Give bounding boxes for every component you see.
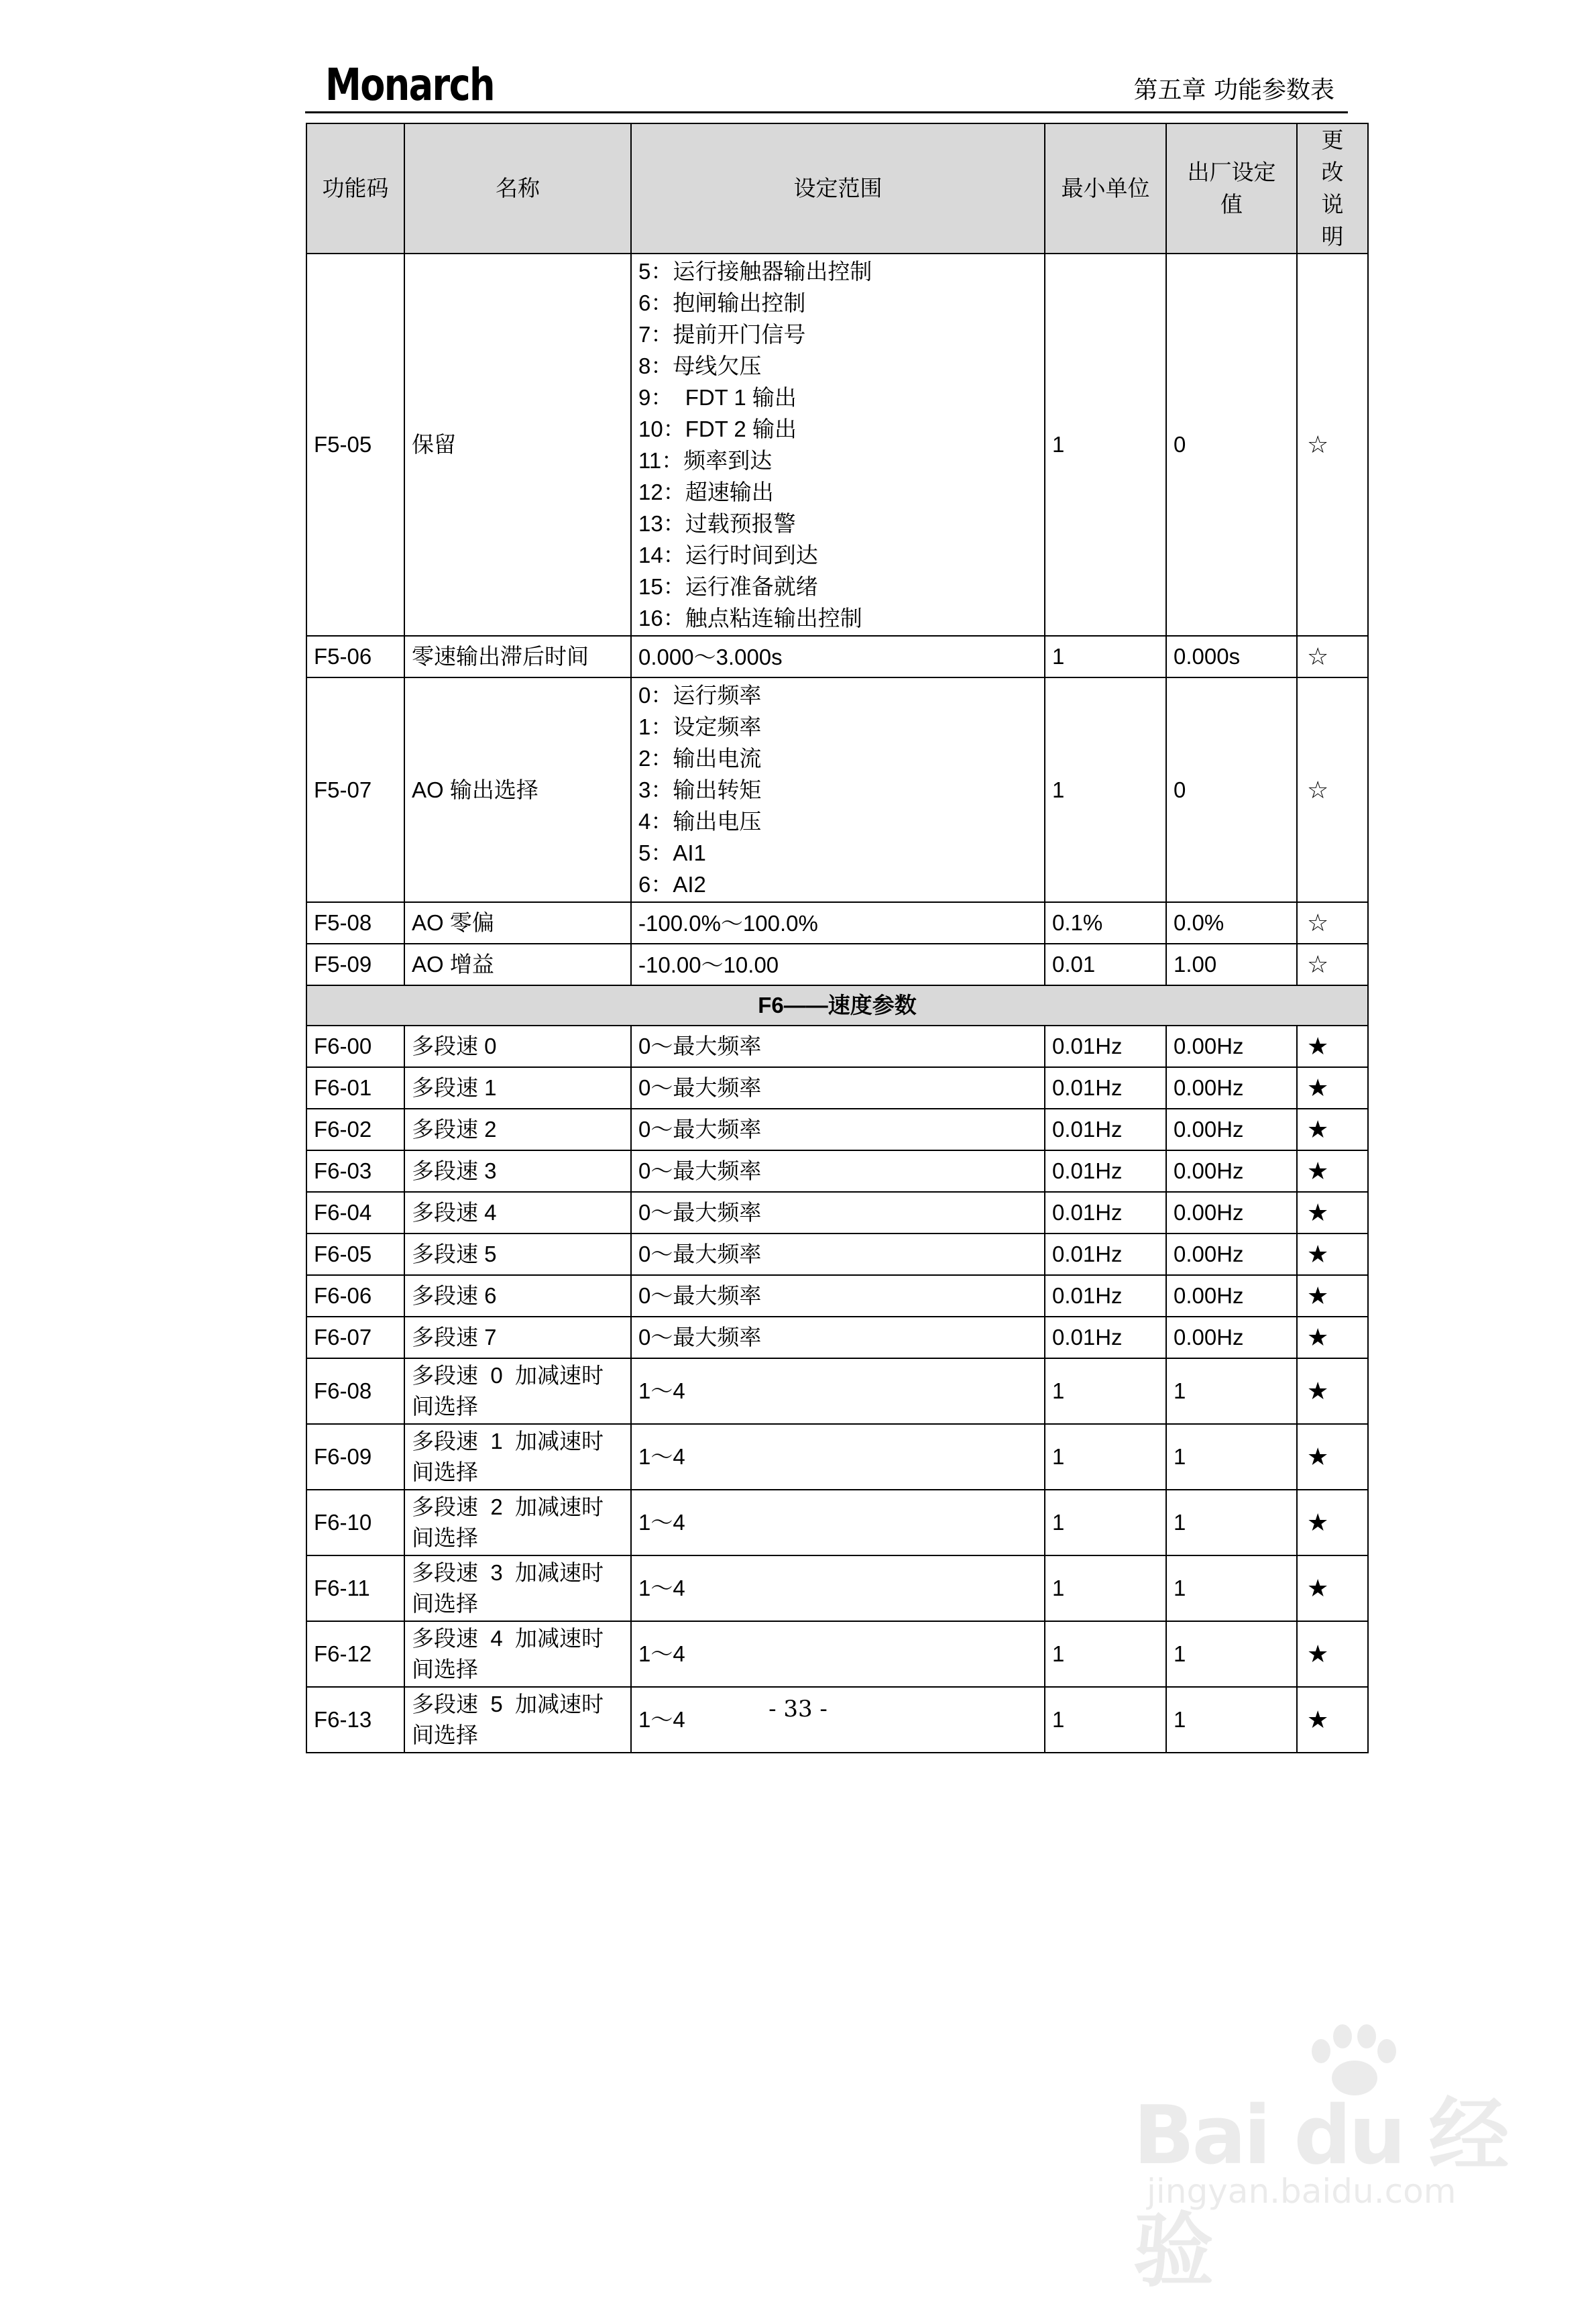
param-code: F6-00	[306, 1026, 404, 1067]
range-option: 5：AI1	[638, 840, 706, 865]
section-title: F6——速度参数	[306, 985, 1368, 1026]
range-option: 16：触点粘连输出控制	[638, 606, 862, 631]
range-option: 1：设定频率	[638, 714, 762, 739]
param-name: 多段速 4	[404, 1192, 631, 1234]
param-name: AO 增益	[404, 944, 631, 985]
table-row	[306, 1358, 1368, 1424]
param-code: F5-05	[306, 254, 404, 636]
param-code: F6-02	[306, 1109, 404, 1150]
column-header: 功能码	[306, 123, 404, 254]
table-row	[306, 677, 1368, 902]
param-default: 0.0%	[1166, 902, 1297, 944]
param-name: AO 输出选择	[404, 677, 631, 902]
change-mark: ☆	[1297, 902, 1368, 944]
param-default: 1	[1166, 1621, 1297, 1687]
param-code: F6-07	[306, 1317, 404, 1358]
table-row	[306, 902, 1368, 944]
param-default: 0.00Hz	[1166, 1234, 1297, 1275]
param-code: F5-08	[306, 902, 404, 944]
range-option: 2：输出电流	[638, 746, 762, 771]
page-header	[305, 56, 1348, 113]
column-header-text: 出厂设定值	[1187, 160, 1276, 217]
param-default: 1	[1166, 1490, 1297, 1555]
param-range	[631, 636, 1045, 677]
table-row	[306, 1317, 1368, 1358]
change-mark: ★	[1297, 1026, 1368, 1067]
change-mark: ★	[1297, 1424, 1368, 1490]
change-mark: ★	[1297, 1687, 1368, 1753]
param-name: 多段速 2 加减速时间选择	[404, 1490, 631, 1555]
param-unit: 0.01Hz	[1045, 1026, 1166, 1067]
range-option: 8：母线欠压	[638, 353, 762, 378]
param-range: 0～最大频率	[631, 1026, 1045, 1067]
chapter-title: 第五章 功能参数表	[1133, 76, 1334, 104]
param-default: 0.00Hz	[1166, 1067, 1297, 1109]
param-unit: 1	[1045, 636, 1166, 677]
param-range: 0～最大频率	[631, 1150, 1045, 1192]
param-code: F5-07	[306, 677, 404, 902]
change-mark: ★	[1297, 1490, 1368, 1555]
range-option: 4：输出电压	[638, 809, 762, 834]
change-mark: ★	[1297, 1358, 1368, 1424]
param-default: 1	[1166, 1555, 1297, 1621]
change-mark: ★	[1297, 1621, 1368, 1687]
param-range: 1～4	[631, 1621, 1045, 1687]
param-name: 多段速 5 加减速时间选择	[404, 1687, 631, 1753]
param-unit: 0.1%	[1045, 902, 1166, 944]
change-mark: ☆	[1297, 254, 1368, 636]
param-unit: 1	[1045, 1490, 1166, 1555]
watermark-brand: Bai du 经验	[1133, 2089, 1507, 2298]
param-range: 0～最大频率	[631, 1275, 1045, 1317]
param-code: F5-06	[306, 636, 404, 677]
range-option: 12：超速输出	[638, 480, 774, 504]
param-name: AO 零偏	[404, 902, 631, 944]
param-default: 1	[1166, 1358, 1297, 1424]
range-option: 3：输出转矩	[638, 777, 762, 802]
monarch-logo: Monarch	[325, 59, 494, 111]
param-range: 0～最大频率	[631, 1067, 1045, 1109]
param-name: 多段速 4 加减速时间选择	[404, 1621, 631, 1687]
range-option: 14：运行时间到达	[638, 543, 818, 567]
range-option: 6：抱闸输出控制	[638, 290, 806, 315]
range-option: 11：频率到达	[638, 448, 773, 473]
range-option: 5：运行接触器输出控制	[638, 259, 872, 284]
param-name: 多段速 0 加减速时间选择	[404, 1358, 631, 1424]
column-header-text: 更改说明	[1321, 127, 1344, 249]
table-row	[306, 1026, 1368, 1067]
param-unit: 1	[1045, 1358, 1166, 1424]
table-row	[306, 1424, 1368, 1490]
param-name: 多段速 1 加减速时间选择	[404, 1424, 631, 1490]
table-row	[306, 1490, 1368, 1555]
table-header-row	[306, 123, 1368, 254]
change-mark: ★	[1297, 1234, 1368, 1275]
column-header	[1166, 123, 1297, 254]
param-unit: 0.01Hz	[1045, 1234, 1166, 1275]
param-code: F6-12	[306, 1621, 404, 1687]
change-mark: ★	[1297, 1109, 1368, 1150]
param-default: 0.00Hz	[1166, 1109, 1297, 1150]
table-row	[306, 1621, 1368, 1687]
baidu-watermark	[1133, 2024, 1509, 2298]
param-range: 1～4	[631, 1555, 1045, 1621]
param-code: F6-11	[306, 1555, 404, 1621]
param-name: 多段速 6	[404, 1275, 631, 1317]
table-row	[306, 1109, 1368, 1150]
column-header: 设定范围	[631, 123, 1045, 254]
param-default: 0.00Hz	[1166, 1150, 1297, 1192]
param-unit: 0.01Hz	[1045, 1067, 1166, 1109]
param-unit: 1	[1045, 677, 1166, 902]
param-range	[631, 902, 1045, 944]
table-row	[306, 254, 1368, 636]
param-code: F6-06	[306, 1275, 404, 1317]
param-name: 零速输出滞后时间	[404, 636, 631, 677]
param-range: 1～4	[631, 1490, 1045, 1555]
param-code: F6-04	[306, 1192, 404, 1234]
param-code: F6-13	[306, 1687, 404, 1753]
param-default: 0	[1166, 254, 1297, 636]
param-code: F6-10	[306, 1490, 404, 1555]
table-section-f6	[306, 985, 1368, 1026]
param-unit: 1	[1045, 1424, 1166, 1490]
param-unit: 1	[1045, 254, 1166, 636]
param-name: 多段速 3	[404, 1150, 631, 1192]
table-row	[306, 1555, 1368, 1621]
table-row	[306, 1150, 1368, 1192]
parameter-table	[306, 123, 1369, 1753]
param-default: 1	[1166, 1687, 1297, 1753]
column-header: 名称	[404, 123, 631, 254]
param-code: F6-03	[306, 1150, 404, 1192]
range-option: -10.00～10.00	[638, 952, 779, 977]
range-option: 9： FDT 1 输出	[638, 385, 797, 410]
table-row	[306, 1192, 1368, 1234]
param-name: 多段速 3 加减速时间选择	[404, 1555, 631, 1621]
change-mark: ★	[1297, 1555, 1368, 1621]
param-range: 1～4	[631, 1687, 1045, 1753]
table-body-f6	[306, 1026, 1368, 1753]
param-unit: 0.01Hz	[1045, 1109, 1166, 1150]
param-unit: 1	[1045, 1687, 1166, 1753]
range-option: 0.000～3.000s	[638, 644, 783, 669]
range-option: 0：运行频率	[638, 683, 762, 708]
param-unit: 1	[1045, 1621, 1166, 1687]
param-code: F6-09	[306, 1424, 404, 1490]
param-unit: 1	[1045, 1555, 1166, 1621]
param-name: 多段速 1	[404, 1067, 631, 1109]
param-range: 0～最大频率	[631, 1317, 1045, 1358]
change-mark: ★	[1297, 1067, 1368, 1109]
watermark-url: jingyan.baidu.com	[1147, 2172, 1457, 2211]
param-range: 1～4	[631, 1424, 1045, 1490]
param-range	[631, 254, 1045, 636]
param-range: 0～最大频率	[631, 1109, 1045, 1150]
section-row	[306, 985, 1368, 1026]
param-default: 0	[1166, 677, 1297, 902]
change-mark: ★	[1297, 1150, 1368, 1192]
param-range	[631, 677, 1045, 902]
param-name: 多段速 7	[404, 1317, 631, 1358]
param-default: 0.00Hz	[1166, 1192, 1297, 1234]
change-mark: ☆	[1297, 944, 1368, 985]
param-range: 1～4	[631, 1358, 1045, 1424]
param-unit: 0.01Hz	[1045, 1275, 1166, 1317]
range-option: 7：提前开门信号	[638, 322, 806, 347]
table-row	[306, 1275, 1368, 1317]
change-mark: ★	[1297, 1275, 1368, 1317]
param-unit: 0.01Hz	[1045, 1317, 1166, 1358]
table-row	[306, 1067, 1368, 1109]
param-default: 1	[1166, 1424, 1297, 1490]
param-unit: 0.01Hz	[1045, 1150, 1166, 1192]
param-unit: 0.01Hz	[1045, 1192, 1166, 1234]
param-default: 0.00Hz	[1166, 1026, 1297, 1067]
change-mark: ☆	[1297, 636, 1368, 677]
table-row	[306, 944, 1368, 985]
change-mark: ★	[1297, 1192, 1368, 1234]
range-option: -100.0%～100.0%	[638, 910, 818, 936]
range-option: 6：AI2	[638, 872, 706, 897]
param-code: F6-05	[306, 1234, 404, 1275]
param-range: 0～最大频率	[631, 1192, 1045, 1234]
param-default: 0.00Hz	[1166, 1275, 1297, 1317]
param-name: 多段速 2	[404, 1109, 631, 1150]
page-number: - 33 -	[768, 1696, 828, 1722]
change-mark: ☆	[1297, 677, 1368, 902]
param-name: 多段速 0	[404, 1026, 631, 1067]
table-body-f5	[306, 254, 1368, 985]
param-range: 0～最大频率	[631, 1234, 1045, 1275]
table-row	[306, 636, 1368, 677]
param-range	[631, 944, 1045, 985]
param-name: 多段速 5	[404, 1234, 631, 1275]
param-name: 保留	[404, 254, 631, 636]
column-header	[1297, 123, 1368, 254]
param-code: F6-01	[306, 1067, 404, 1109]
range-option: 13：过载预报警	[638, 511, 796, 536]
param-code: F6-08	[306, 1358, 404, 1424]
table-row	[306, 1234, 1368, 1275]
param-default: 0.000s	[1166, 636, 1297, 677]
change-mark: ★	[1297, 1317, 1368, 1358]
param-default: 0.00Hz	[1166, 1317, 1297, 1358]
param-unit: 0.01	[1045, 944, 1166, 985]
range-option: 10：FDT 2 输出	[638, 417, 797, 441]
column-header: 最小单位	[1045, 123, 1166, 254]
param-default: 1.00	[1166, 944, 1297, 985]
range-option: 15：运行准备就绪	[638, 574, 818, 599]
param-code: F5-09	[306, 944, 404, 985]
